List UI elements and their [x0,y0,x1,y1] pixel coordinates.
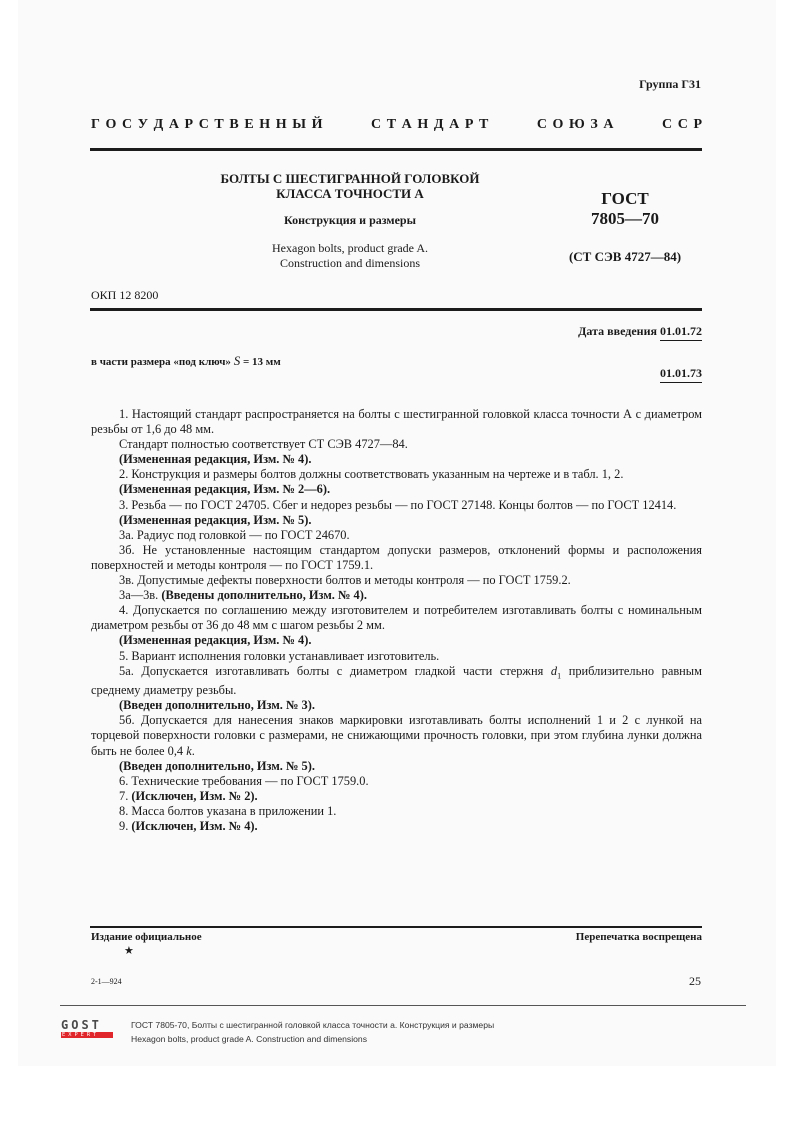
clause-4: 4. Допускается по соглашению между изготовителем и потребителем изготавливать болты с номинальным диаметром резьбы от 36 до 48 мм с шагом резьбы 2 мм. [91,603,702,633]
clause-3b: 3б. Не установленные настоящим стандартом допуски размеров, отклонений формы и расположения поверхностей и методы контроля — по ГОСТ 1759.1. [91,542,702,572]
intro-date-label: Дата введения [578,324,657,338]
masthead-word: С Т А Н Д А Р Т [371,117,489,132]
official-edition: Издание официальное [91,931,202,943]
clause-5: 5. Вариант исполнения головки устанавливает изготовитель. [119,648,440,663]
clause-ref: 7. [119,788,129,803]
footer-rule-top [90,926,702,928]
clause-7 [91,789,702,804]
amendment-note: (Введены дополнительно, Изм. № 4). [161,588,367,603]
subscript: 1 [557,671,562,681]
partial-size-note [91,353,281,369]
gost-number: 7805—70 [591,209,659,228]
sev-reference: (СТ СЭВ 4727—84) [568,249,682,264]
logo-expert-text: EXPERT [61,1032,113,1038]
gost-expert-logo[interactable] [61,1019,113,1038]
header-rule [90,148,702,151]
part-value: = 13 мм [242,356,281,368]
clause-5a [91,664,702,699]
clause-2: 2. Конструкция и размеры болтов должны соответствовать указанным на чертеже и в табл. 1, 2. [119,467,624,482]
logo-gost-text: GOST [61,1018,102,1032]
amendment-note: (Измененная редакция, Изм. № 4). [119,452,312,467]
title-rule [90,308,702,311]
site-footer-rule [60,1005,746,1006]
part-symbol: S [233,353,241,368]
star-icon: ★ [124,945,134,957]
site-footer-text [131,1018,494,1046]
title-line-2: КЛАССА ТОЧНОСТИ А [276,186,424,201]
clause-text: 5б. Допускается для нанесения знаков маркировки изготавливать болты исполнений 1 и 2 с лункой на торцевой поверхности головки с размерами, не снижающими прочность головки, при этом глубина лунки должна быть не более 0,4 [91,713,702,758]
clause-6: 6. Технические требования — по ГОСТ 1759.0. [119,773,369,788]
intro-date [578,324,702,339]
page-number: 25 [689,974,701,988]
footer-line-ru: ГОСТ 7805-70, Болты с шестигранной головкой класса точности а. Конструкция и размеры [131,1020,495,1030]
masthead-word: С О Ю З А [536,117,614,132]
partial-date [660,366,702,381]
clause-3a-3v-note [91,588,702,603]
print-code: 2-1—924 [91,977,122,986]
document-body [91,407,702,834]
masthead-word: С С Р [662,117,702,132]
amendment-note: (Измененная редакция, Изм. № 5). [119,512,312,527]
footer-line-en: Hexagon bolts, product grade A. Construction and dimensions [131,1034,367,1044]
group-code: Группа Г31 [639,77,701,91]
amendment-note: (Введен дополнительно, Изм. № 3). [119,698,315,713]
amendment-note: (Измененная редакция, Изм. № 4). [119,633,312,648]
amendment-note: (Исключен, Изм. № 2). [131,788,258,803]
clause-3: 3. Резьба — по ГОСТ 24705. Сбег и недорез резьбы — по ГОСТ 27148. Концы болтов — по ГОСТ 12414. [119,497,677,512]
title-line-1: БОЛТЫ С ШЕСТИГРАННОЙ ГОЛОВКОЙ [220,171,480,186]
okp-code: ОКП 12 8200 [91,288,159,302]
clause-text: 5а. Допускается изготавливать болты с диаметром гладкой части стержня [119,663,544,678]
masthead-word: Г О С У Д А Р С Т В Е Н Н Ы Й [91,117,323,132]
no-reprint-notice: Перепечатка воспрещена [575,931,702,943]
title-block [160,171,540,271]
clause-8: 8. Масса болтов указана в приложении 1. [119,803,337,818]
clause-1: 1. Настоящий стандарт распространяется на болты с шестигранной головкой класса точности А с диаметром резьбы от 1,6 до 48 мм. [91,407,702,437]
clause-9 [91,819,702,834]
gost-designation [545,189,705,265]
subtitle: Конструкция и размеры [284,213,416,227]
clause-text: приблизительно равным среднему диаметру резьбы. [91,663,702,698]
amendment-note: (Исключен, Изм. № 4). [131,819,258,833]
english-title-2: Construction and dimensions [280,256,420,270]
clause-ref: 3а—3в. [119,588,159,603]
part-label: в части размера «под ключ» [91,356,231,368]
amendment-note: (Введен дополнительно, Изм. № 5). [119,758,315,773]
symbol-k: k [186,743,192,758]
clause-3v: 3в. Допустимые дефекты поверхности болтов и методы контроля — по ГОСТ 1759.2. [119,573,571,588]
symbol-d: d [550,663,558,678]
masthead [91,117,702,133]
intro-date-value: 01.01.72 [660,324,702,341]
gost-label: ГОСТ [601,189,649,208]
clause-1-note: Стандарт полностью соответствует СТ СЭВ 4727—84. [119,437,408,452]
clause-text: . [191,743,195,758]
clause-ref: 9. [119,819,129,833]
amendment-note: (Измененная редакция, Изм. № 2—6). [119,482,331,497]
clause-3a: 3а. Радиус под головкой — по ГОСТ 24670. [119,527,350,542]
english-title-1: Hexagon bolts, product grade A. [272,241,428,255]
partial-date-value: 01.01.73 [660,366,702,383]
clause-5b [91,713,702,758]
